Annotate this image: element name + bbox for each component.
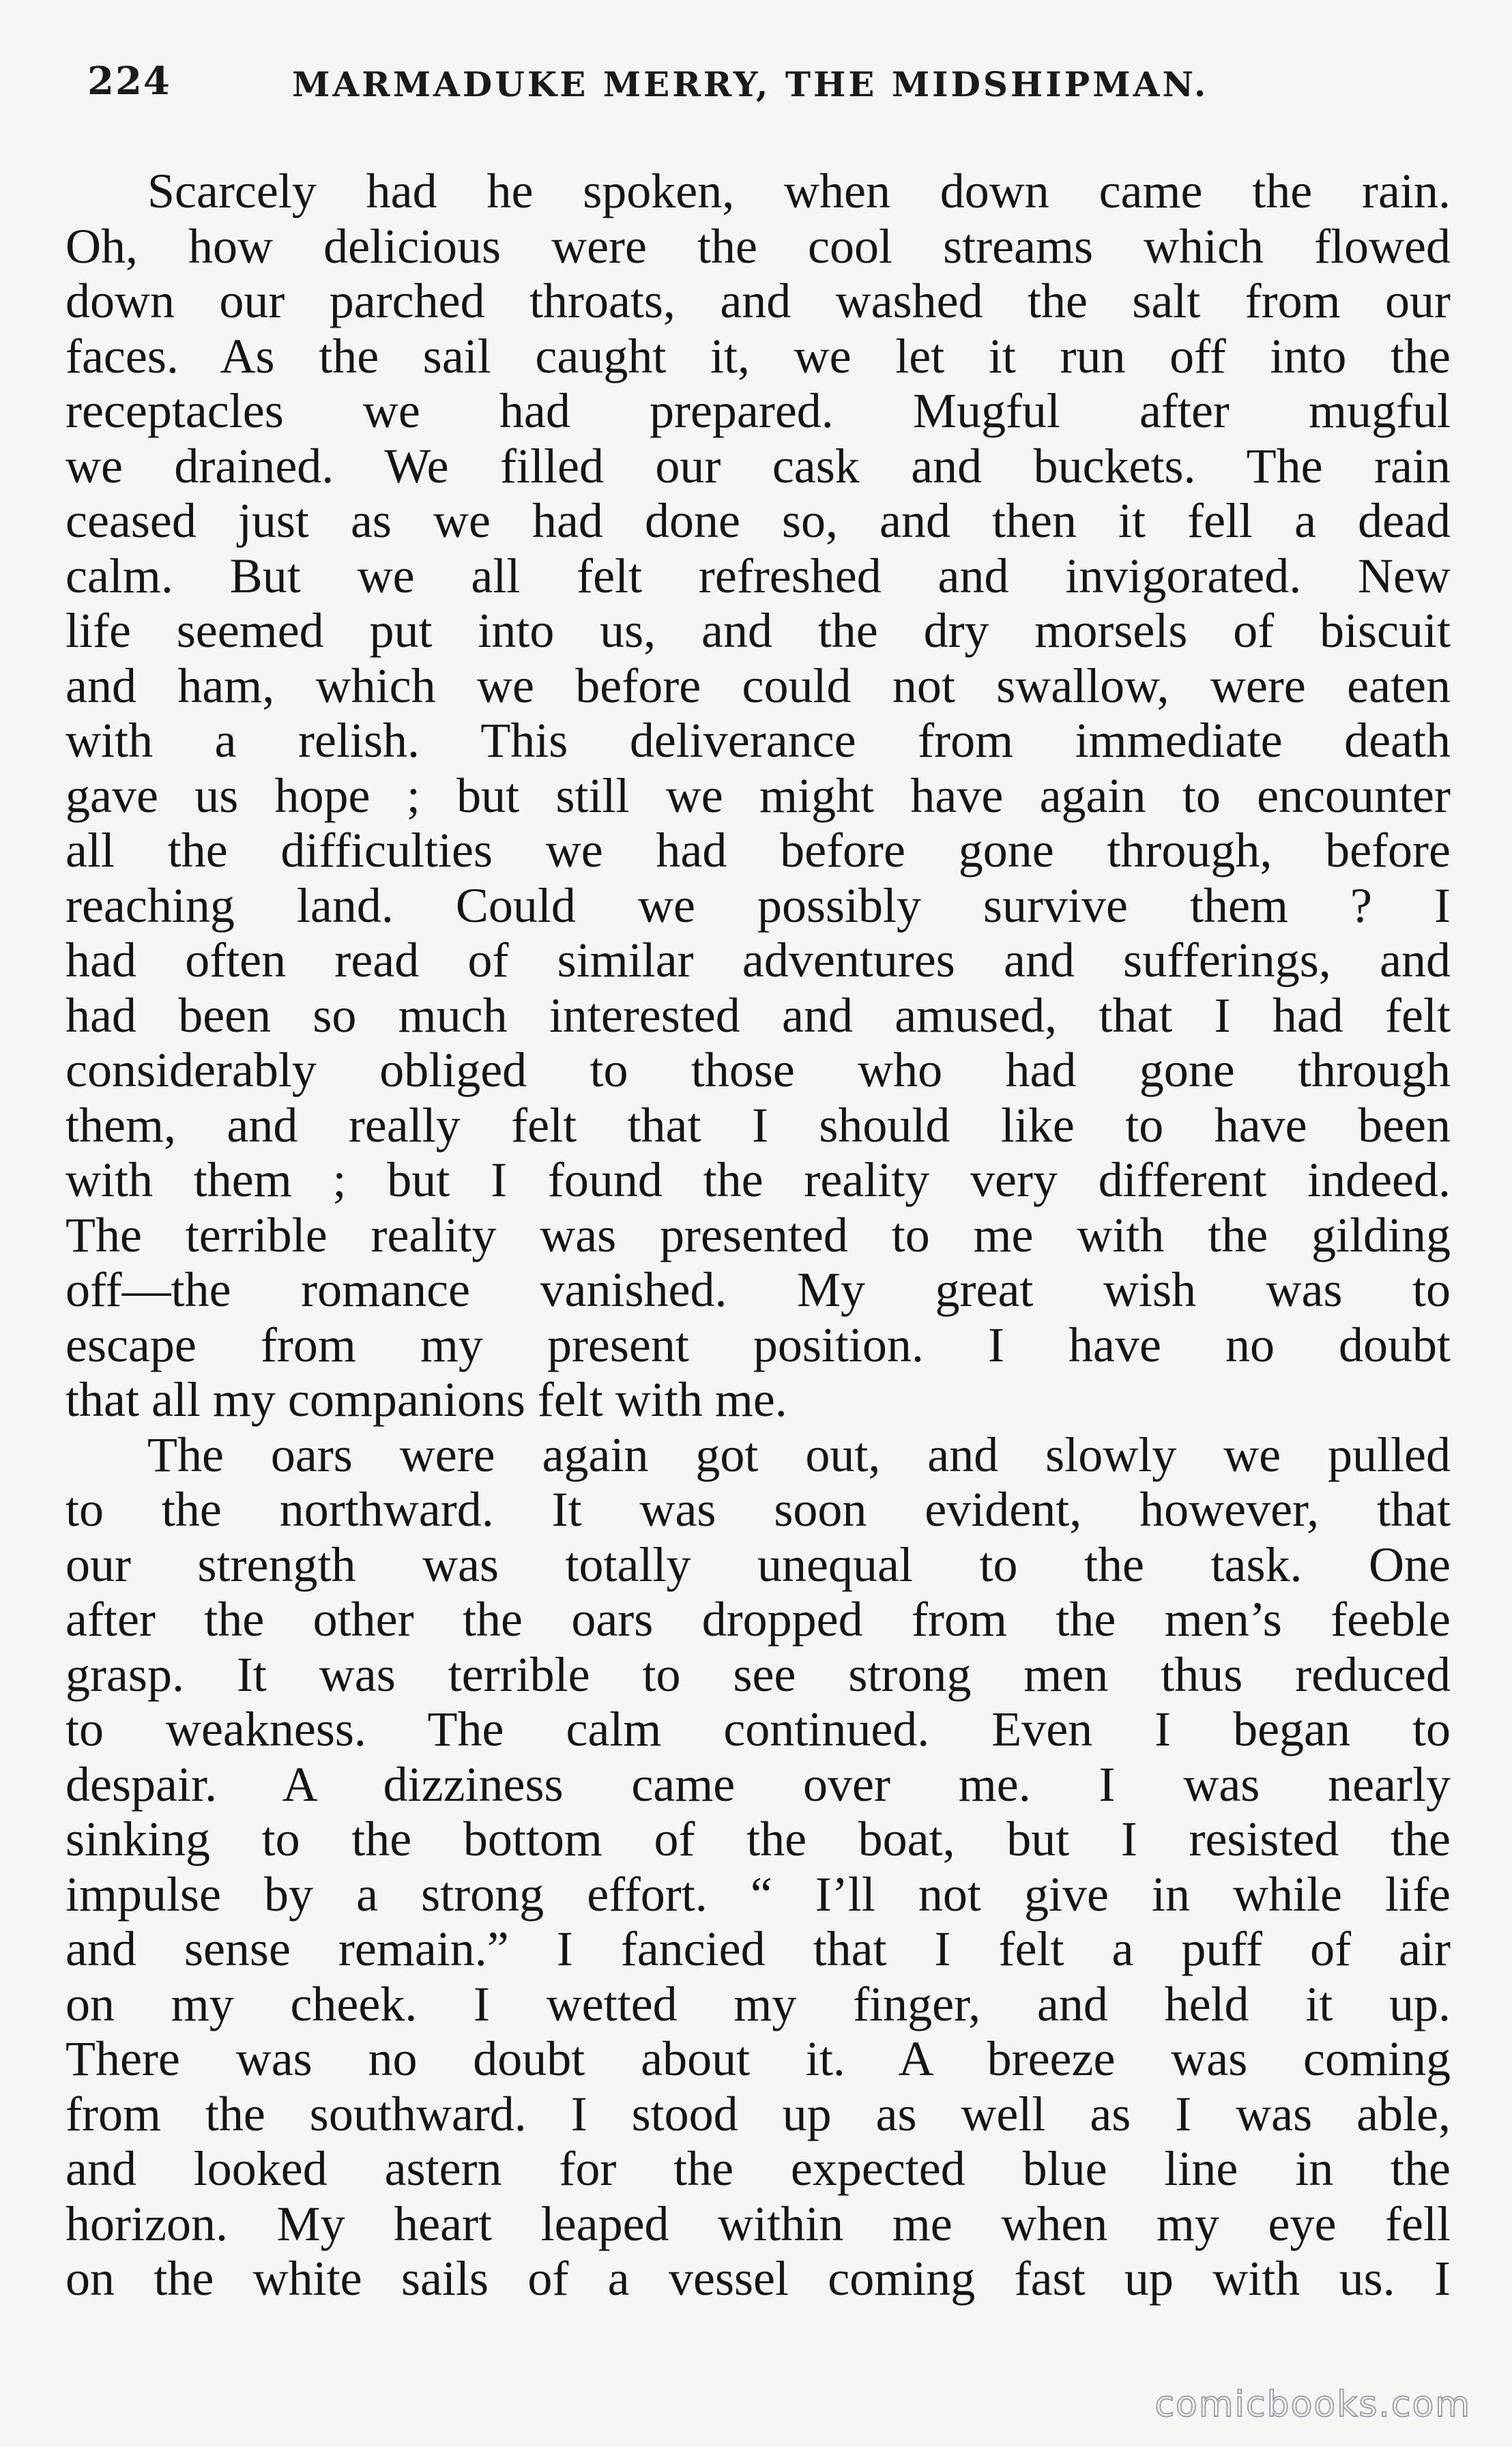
text-line: Scarcely had he spoken, when down came the rain. (147, 164, 1451, 218)
page-header (87, 59, 1254, 120)
paragraph (66, 164, 1451, 1428)
text-line: The terrible reality was presented to me with the gilding (66, 1207, 1451, 1262)
text-line: calm. But we all felt refreshed and invigorated. New (66, 548, 1451, 603)
text-line: ceased just as we had done so, and then it fell a dead (66, 493, 1451, 548)
text-line: on my cheek. I wetted my finger, and held it up. (66, 1976, 1451, 2031)
text-line: with a relish. This deliverance from immediate death (66, 713, 1451, 768)
text-line: to weakness. The calm continued. Even I began to (66, 1702, 1451, 1756)
watermark: comicbooks.com (1154, 2384, 1471, 2425)
text-line: off—the romance vanished. My great wish was to (66, 1262, 1451, 1317)
text-line: our strength was totally unequal to the task. One (66, 1537, 1451, 1592)
text-line: on the white sails of a vessel coming fast up with us. I (66, 2251, 1451, 2306)
text-line: horizon. My heart leaped within me when my eye fell (66, 2196, 1451, 2251)
text-line: impulse by a strong effort. “ I’ll not give in while life (66, 1866, 1451, 1922)
text-line: with them ; but I found the reality very different indeed. (66, 1153, 1451, 1207)
text-line: to the northward. It was soon evident, however, that (66, 1482, 1451, 1537)
text-line: The oars were again got out, and slowly we pulled (147, 1427, 1451, 1482)
running-title: MARMADUKE MERRY, THE MIDSHIPMAN. (292, 64, 1209, 104)
page-number: 224 (87, 59, 171, 104)
text-line: and looked astern for the expected blue line in the (66, 2141, 1451, 2196)
text-line: and ham, which we before could not swallow, were eaten (66, 658, 1451, 713)
text-line: grasp. It was terrible to see strong men thus reduced (66, 1647, 1451, 1702)
text-line: after the other the oars dropped from the men’s feeble (66, 1592, 1451, 1647)
text-line: we drained. We filled our cask and buckets. The rain (66, 438, 1451, 493)
text-line: considerably obliged to those who had gone through (66, 1043, 1451, 1097)
text-line: despair. A dizziness came over me. I was nearly (66, 1756, 1451, 1812)
text-line: reaching land. Could we possibly survive them ? I (66, 878, 1451, 933)
text-line: receptacles we had prepared. Mugful after mugful (66, 383, 1451, 438)
text-line: had often read of similar adventures and sufferings, and (66, 933, 1451, 987)
body-text (66, 164, 1451, 2306)
text-line: that all my companions felt with me. (66, 1372, 787, 1427)
paragraph (66, 1428, 1451, 2306)
text-line: life seemed put into us, and the dry morsels of biscuit (66, 603, 1451, 658)
text-line: down our parched throats, and washed the salt from our (66, 274, 1451, 328)
text-line: There was no doubt about it. A breeze was coming (66, 2031, 1451, 2086)
text-line: escape from my present position. I have no doubt (66, 1317, 1451, 1372)
text-line: Oh, how delicious were the cool streams which flowed (66, 218, 1451, 274)
text-line: had been so much interested and amused, that I had felt (66, 987, 1451, 1043)
text-line: all the difficulties we had before gone through, before (66, 823, 1451, 878)
text-line: faces. As the sail caught it, we let it run off into the (66, 328, 1451, 383)
text-line: them, and really felt that I should like to have been (66, 1097, 1451, 1153)
text-line: gave us hope ; but still we might have again to encounter (66, 768, 1451, 823)
text-line: from the southward. I stood up as well as I was able, (66, 2086, 1451, 2141)
text-line: sinking to the bottom of the boat, but I resisted the (66, 1812, 1451, 1866)
text-line: and sense remain.” I fancied that I felt a puff of air (66, 1922, 1451, 1976)
